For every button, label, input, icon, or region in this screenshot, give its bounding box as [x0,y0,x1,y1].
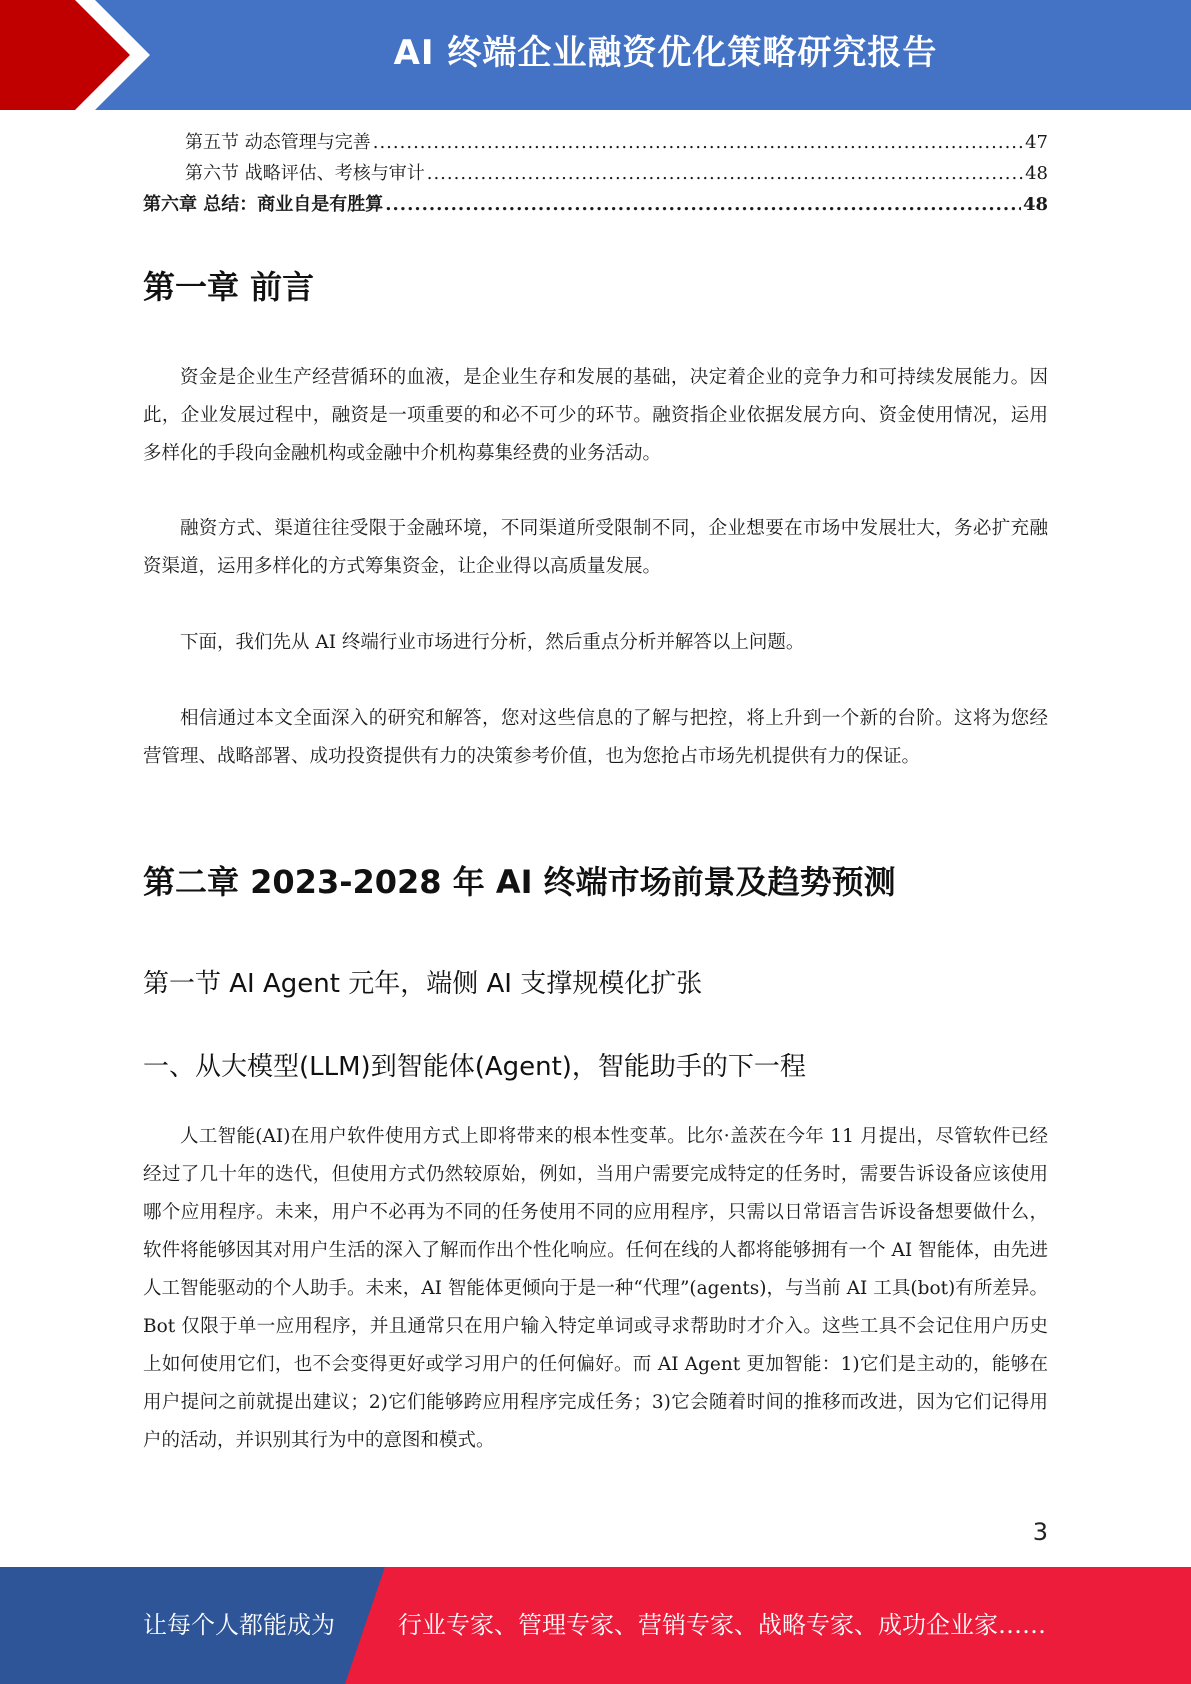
toc-entry-label: 第六章 总结：商业自是有胜算 [143,194,384,215]
toc-leader-dots [427,163,1023,184]
toc-entry[interactable] [143,190,1048,221]
toc-entry-page: 47 [1025,132,1048,153]
page-footer [0,1567,1191,1684]
page-number: 3 [1032,1518,1048,1546]
chapter-1-paragraph-2: 融资方式、渠道往往受限于金融环境，不同渠道所受限制不同，企业想要在市场中发展壮大，务必扩充融资渠道，运用多样化的方式筹集资金，让企业得以高质量发展。 [143,518,1048,577]
toc-leader-dots [373,132,1023,153]
toc-leader-dots [385,194,1021,215]
report-title: AI 终端企业融资优化策略研究报告 [393,33,938,73]
footer-slogan-left: 让每个人都能成为 [143,1611,335,1639]
page-header [0,0,1191,110]
chapter-2-title: 第二章 2023-2028 年 AI 终端市场前景及趋势预测 [143,863,896,901]
footer-slogan-right: 行业专家、管理专家、营销专家、战略专家、成功企业家…… [398,1611,1046,1639]
header-arrow-icon [0,0,160,110]
chapter-1-paragraph-1: 资金是企业生产经营循环的血液，是企业生存和发展的基础，决定着企业的竞争力和可持续发展能力。因此，企业发展过程中，融资是一项重要的和必不可少的环节。融资指企业依据发展方向、资金使用情况，运用多样化的手段向金融机构或金融中介机构募集经费的业务活动。 [143,367,1048,464]
toc-entry-page: 48 [1025,163,1048,184]
chapter-2-paragraph: 人工智能(AI)在用户软件使用方式上即将带来的根本性变革。比尔·盖茨在今年 11 月提出，尽管软件已经经过了几十年的迭代，但使用方式仍然较原始，例如，当用户需要完成特定的任务时，需要告诉设备应该使用哪个应用程序。未来，用户不必再为不同的任务使用不同的应用程序，只需以日常语言告诉设备想要做什么，软件将能够因其对用户生活的深入了解而作出个性化响应。任何在线的人都将能够拥有一个 AI 智能体，由先进人工智能驱动的个人助手。未来，AI 智能体更倾向于是一种“代理”(agents)，与当前 AI 工具(bot)有所差异。Bot 仅限于单一应用程序，并且通常只在用户输入特定单词或寻求帮助时才介入。这些工具不会记住用户历史上如何使用它们，也不会变得更好或学习用户的任何偏好。而 AI Agent 更加智能：1)它们是主动的，能够在用户提问之前就提出建议；2)它们能够跨应用程序完成任务；3)它会随着时间的推移而改进，因为它们记得用户的活动，并识别其行为中的意图和模式。 [143,1126,1048,1451]
toc-entry-label: 第五节 动态管理与完善 [185,132,371,153]
toc-entry-page: 48 [1022,194,1048,215]
chapter-1-title: 第一章 前言 [143,268,315,306]
table-of-contents [143,128,1048,221]
toc-entry[interactable] [143,128,1048,159]
subsection-1-title: 一、从大模型(LLM)到智能体(Agent)，智能助手的下一程 [143,1052,806,1082]
section-1-title: 第一节 AI Agent 元年，端侧 AI 支撑规模化扩张 [143,969,703,999]
chapter-1-paragraph-3: 下面，我们先从 AI 终端行业市场进行分析，然后重点分析并解答以上问题。 [180,632,805,653]
toc-entry[interactable] [143,159,1048,190]
chapter-1-paragraph-4: 相信通过本文全面深入的研究和解答，您对这些信息的了解与把控，将上升到一个新的台阶。这将为您经营管理、战略部署、成功投资提供有力的决策参考价值，也为您抢占市场先机提供有力的保证。 [143,708,1048,767]
toc-entry-label: 第六节 战略评估、考核与审计 [185,163,425,184]
